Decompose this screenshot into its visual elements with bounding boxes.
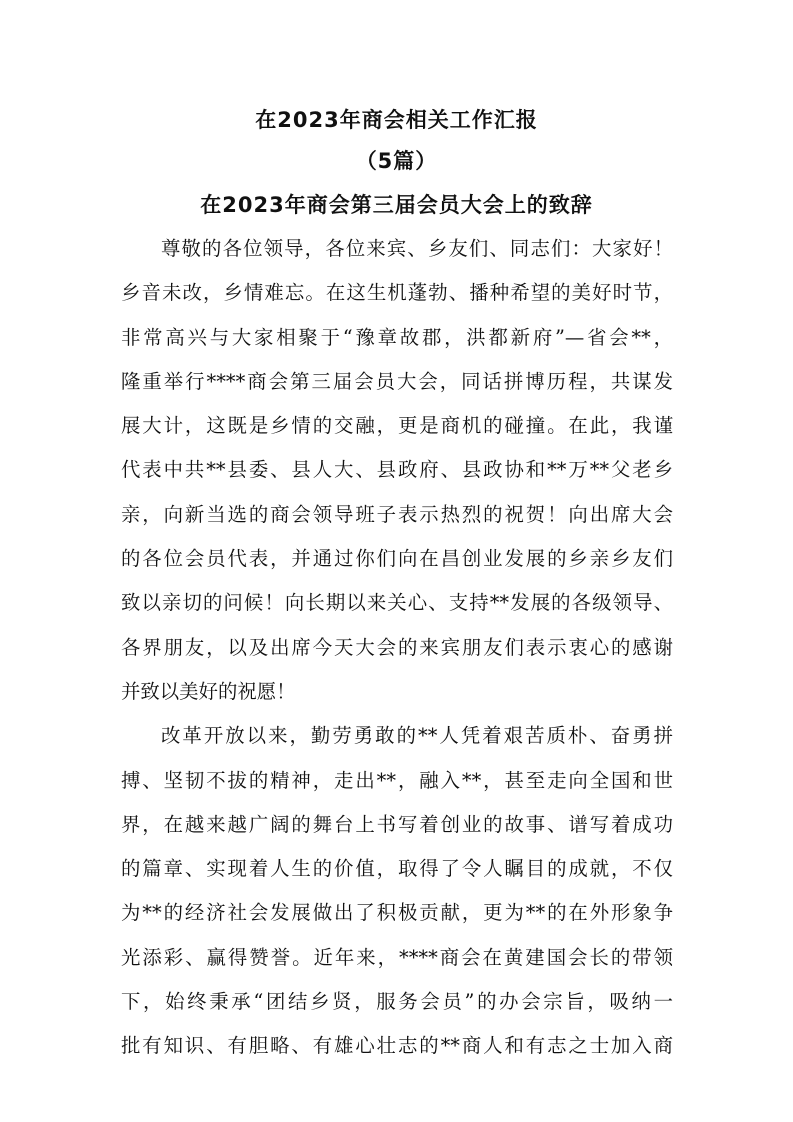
paragraph-line: 光添彩、赢得赞誉。近年来，****商会在黄建国会长的带领 xyxy=(121,945,673,969)
paragraph-line: 展大计，这既是乡情的交融，更是商机的碰撞。在此，我谨 xyxy=(121,414,673,438)
paragraph-line: 为**的经济社会发展做出了积极贡献，更为**的在外形象争 xyxy=(121,901,673,925)
body-text xyxy=(121,227,673,1069)
paragraph-line: 并致以美好的祝愿！ xyxy=(121,679,296,703)
paragraph-line: 隆重举行****商会第三届会员大会，同话拼博历程，共谋发 xyxy=(121,369,673,393)
paragraph-line: 尊敬的各位领导，各位来宾、乡友们、同志们：大家好！ xyxy=(161,237,673,260)
paragraph-line: 搏、坚韧不拔的精神，走出**，融入**，甚至走向全国和世 xyxy=(121,768,673,792)
paragraph-line: 改革开放以来，勤劳勇敢的**人凭着艰苦质朴、奋勇拼 xyxy=(161,724,673,748)
paragraph-line: 下，始终秉承“团结乡贤，服务会员”的办会宗旨，吸纳一 xyxy=(121,990,673,1014)
document-title: 在2023年商会相关工作汇报 xyxy=(255,108,538,132)
paragraph-line: 的各位会员代表，并通过你们向在昌创业发展的乡亲乡友们 xyxy=(121,547,673,571)
document-subtitle: （5篇） xyxy=(355,149,438,173)
paragraph-line: 代表中共**县委、县人大、县政府、县政协和**万**父老乡 xyxy=(121,458,673,482)
paragraph-line: 各界朋友，以及出席今天大会的来宾朋友们表示衷心的感谢 xyxy=(121,635,673,659)
section-title: 在2023年商会第三届会员大会上的致辞 xyxy=(200,193,593,217)
paragraph-line: 界，在越来越广阔的舞台上书写着创业的故事、谱写着成功 xyxy=(121,812,673,836)
paragraph-line: 批有知识、有胆略、有雄心壮志的**商人和有志之士加入商 xyxy=(121,1034,673,1058)
paragraph-line: 亲，向新当选的商会领导班子表示热烈的祝贺！向出席大会 xyxy=(121,502,673,526)
paragraph-line: 乡音未改，乡情难忘。在这生机蓬勃、播种希望的美好时节， xyxy=(121,281,673,305)
paragraph-line: 非常高兴与大家相聚于“豫章故郡，洪都新府”—省会**， xyxy=(121,325,673,349)
paragraph-line: 致以亲切的问候！向长期以来关心、支持**发展的各级领导、 xyxy=(121,591,673,615)
paragraph-line: 的篇章、实现着人生的价值，取得了令人瞩目的成就，不仅 xyxy=(121,857,673,881)
